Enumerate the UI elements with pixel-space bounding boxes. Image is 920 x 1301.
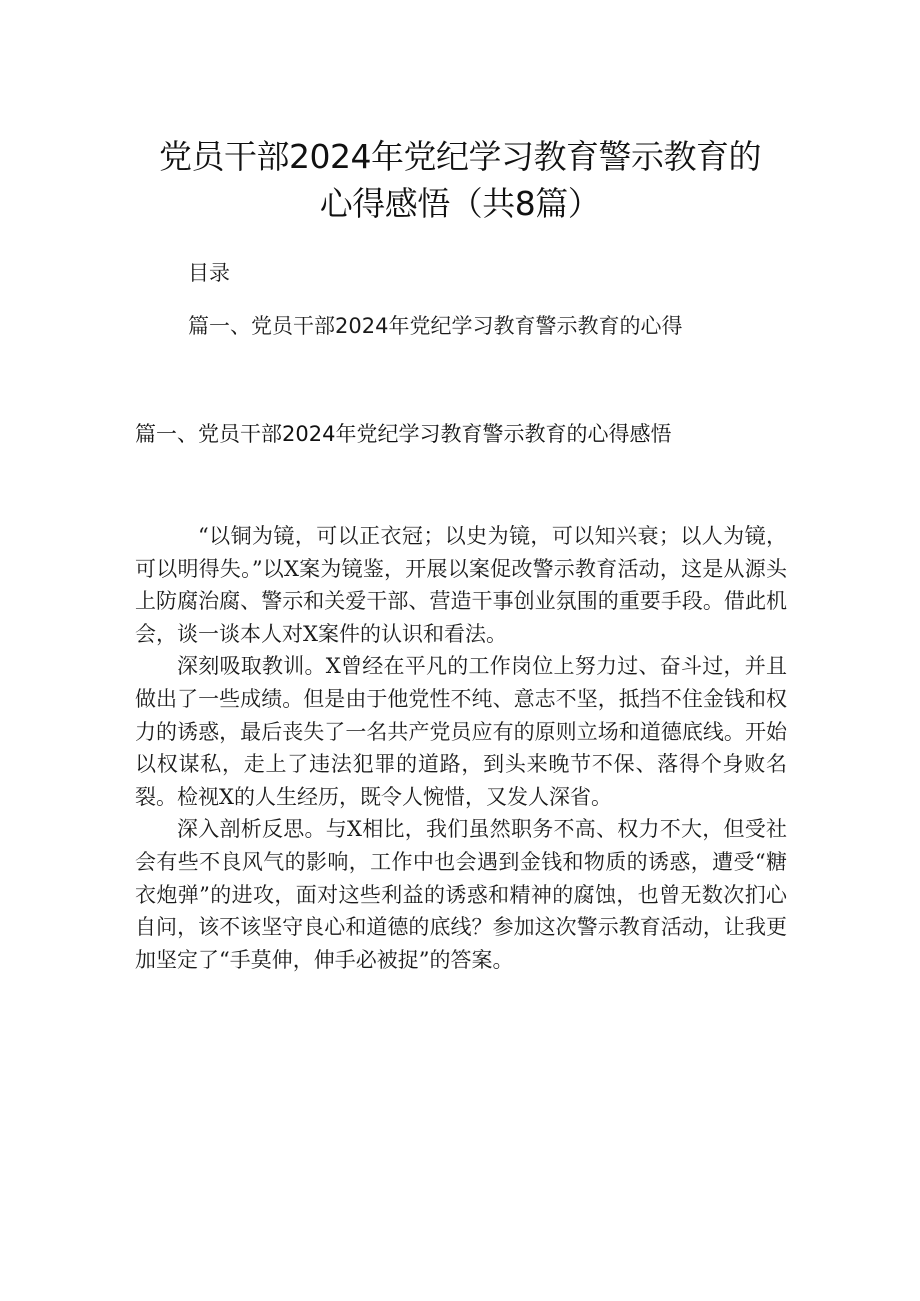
paragraph-reflection: 深入剖析反思。与X相比，我们虽然职务不高、权力不大，但受社会有些不良风气的影响，工作中也会遇到金钱和物质的诱惑，遭受“糖衣炮弹”的进攻，面对这些利益的诱惑和精神的腐蚀，也曾无数次扪心自问，该不该坚守良心和道德的底线？参加这次警示教育活动，让我更加坚定了“手莫伸，伸手必被捉”的答案。 bbox=[135, 817, 787, 972]
document-title-line-2: 心得感悟（共8篇） bbox=[319, 184, 601, 223]
section-heading: 篇一、党员干部2024年党纪学习教育警示教育的心得感悟 bbox=[135, 422, 672, 446]
paragraph-intro: “以铜为镜，可以正衣冠；以史为镜，可以知兴衰；以人为镜，可以明得失。”以X案为镜鉴，开展以案促改警示教育活动，这是从源头上防腐治腐、警示和关爱干部、营造干事创业氛围的重要手段。借此机会，谈一谈本人对X案件的认识和看法。 bbox=[135, 524, 787, 646]
body-text bbox=[135, 520, 787, 976]
toc-item-chapter-1[interactable]: 篇一、党员干部2024年党纪学习教育警示教育的心得 bbox=[188, 314, 683, 338]
paragraph-lessons: 深刻吸取教训。X曾经在平凡的工作岗位上努力过、奋斗过，并且做出了一些成绩。但是由于他党性不纯、意志不坚，抵挡不住金钱和权力的诱惑，最后丧失了一名共产党员应有的原则立场和道德底线。开始以权谋私，走上了违法犯罪的道路，到头来晚节不保、落得个身败名裂。检视X的人生经历，既令人惋惜，又发人深省。 bbox=[135, 654, 787, 809]
document-title-line-1: 党员干部2024年党纪学习教育警示教育的 bbox=[159, 137, 761, 176]
table-of-contents-label: 目录 bbox=[188, 261, 230, 285]
